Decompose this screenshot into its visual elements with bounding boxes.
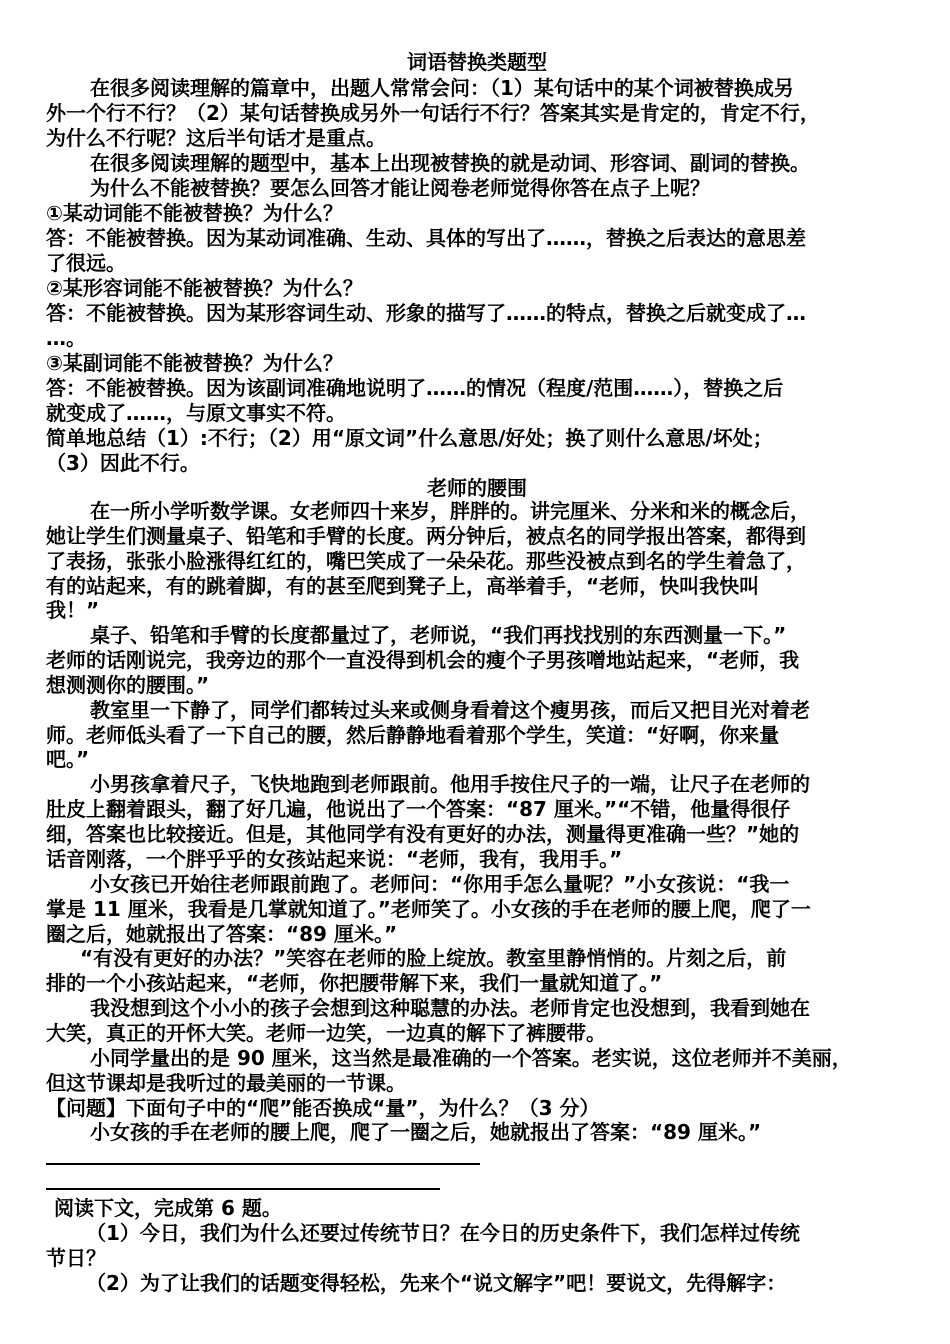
story-line: 她让学生们测量桌子、铅笔和手臂的长度。两分钟后，被点名的同学报出答案，都得到	[46, 524, 806, 548]
adverb-answer: 答：不能被替换。因为该副词准确地说明了……的情况（程度/范围……），替换之后	[46, 376, 784, 400]
passage-line: 节日？	[46, 1246, 106, 1270]
story-title: 老师的腰围	[427, 476, 527, 500]
adverb-answer: 就变成了……，与原文事实不符。	[46, 401, 346, 425]
verb-answer: 了很远。	[46, 251, 126, 275]
paragraph-line: 为什么不行呢？这后半句话才是重点。	[46, 126, 386, 150]
story-line: 肚皮上翻着跟头，翻了好几遍，他说出了一个答案：“87 厘米。”“不错，他量得很仔	[46, 797, 791, 821]
section-title: 词语替换类题型	[407, 50, 547, 74]
story-line: 想测测你的腰围。”	[46, 673, 210, 697]
story-line: 大笑，真正的开怀大笑。老师一边笑，一边真的解下了裤腰带。	[46, 1021, 606, 1045]
adjective-answer: …。	[46, 326, 86, 350]
story-line: 掌是 11 厘米，我看是几掌就知道了。”老师笑了。小女孩的手在老师的腰上爬，爬了一	[46, 897, 811, 921]
story-line: “有没有更好的办法？”笑容在老师的脸上绽放。教室里静悄悄的。片刻之后，前	[80, 946, 787, 970]
summary-line: 简单地总结（1）:不行；（2）用“原文词”什么意思/好处；换了则什么意思/坏处；	[46, 426, 773, 450]
story-line: 小同学量出的是 90 厘米，这当然是最准确的一个答案。老实说，这位老师并不美丽，	[90, 1046, 852, 1070]
story-line: 但这节课却是我听过的最美丽的一节课。	[46, 1071, 406, 1095]
adverb-question: ③某副词能不能被替换？为什么？	[46, 351, 343, 375]
paragraph-line: 在很多阅读理解的题型中，基本上出现被替换的就是动词、形容词、副词的替换。	[90, 151, 810, 175]
paragraph-line: 为什么不能被替换？要怎么回答才能让阅卷老师觉得你答在点子上呢？	[90, 176, 710, 200]
paragraph-line: 在很多阅读理解的篇章中，出题人常常会问：（1）某句话中的某个词被替换成另	[90, 76, 794, 100]
adjective-question: ②某形容词能不能被替换？为什么？	[46, 276, 363, 300]
story-line: 老师的话刚说完，我旁边的那个一直没得到机会的瘦个子男孩噌地站起来，“老师，我	[46, 648, 800, 672]
paragraph-line: 外一个行不行？（2）某句话替换成另外一句话行不行？答案其实是肯定的，肯定不行，	[46, 101, 820, 125]
answer-line[interactable]	[46, 1188, 440, 1190]
story-line: 师。老师低头看了一下自己的腰，然后静静地看着那个学生，笑道：“好啊，你来量	[46, 723, 780, 747]
reading-intro: 阅读下文，完成第 6 题。	[54, 1196, 282, 1220]
verb-question: ①某动词能不能被替换？为什么？	[46, 201, 343, 225]
verb-answer: 答：不能被替换。因为某动词准确、生动、具体的写出了……，替换之后表达的意思差	[46, 226, 806, 250]
story-line: 细，答案也比较接近。但是，其他同学有没有更好的办法，测量得更准确一些？”她的	[46, 822, 800, 846]
story-line: 了表扬，张张小脸涨得红红的，嘴巴笑成了一朵朵花。那些没被点到名的学生着急了，	[46, 549, 806, 573]
story-line: 小女孩已开始往老师跟前跑了。老师问：“你用手怎么量呢？”小女孩说：“我一	[90, 872, 790, 896]
story-line: 桌子、铅笔和手臂的长度都量过了，老师说，“我们再找找别的东西测量一下。”	[90, 623, 787, 647]
story-line: 排的一个小孩站起来，“老师，你把腰带解下来，我们一量就知道了。”	[46, 971, 663, 995]
passage-line: （2）为了让我们的话题变得轻松，先来个“说文解字”吧！要说文，先得解字：	[86, 1271, 787, 1295]
passage-line: （1）今日，我们为什么还要过传统节日？在今日的历史条件下，我们怎样过传统	[86, 1221, 800, 1245]
story-line: 我！”	[46, 598, 100, 622]
question-prompt: 【问题】下面句子中的“爬”能否换成“量”，为什么？（3 分）	[46, 1096, 600, 1120]
story-line: 话音刚落，一个胖乎乎的女孩站起来说：“老师，我有，我用手。”	[46, 847, 623, 871]
story-line: 在一所小学听数学课。女老师四十来岁，胖胖的。讲完厘米、分米和米的概念后，	[90, 499, 810, 523]
story-line: 有的站起来，有的跳着脚，有的甚至爬到凳子上，高举着手，“老师，快叫我快叫	[46, 574, 760, 598]
story-line: 圈之后，她就报出了答案：“89 厘米。”	[46, 922, 398, 946]
story-line: 教室里一下静了，同学们都转过头来或侧身看着这个瘦男孩，而后又把目光对着老	[90, 698, 810, 722]
summary-line: （3）因此不行。	[46, 451, 200, 475]
story-line: 吧。”	[46, 747, 90, 771]
story-line: 小男孩拿着尺子，飞快地跑到老师跟前。他用手按住尺子的一端，让尺子在老师的	[90, 772, 810, 796]
story-line: 我没想到这个小小的孩子会想到这种聪慧的办法。老师肯定也没想到，我看到她在	[90, 996, 810, 1020]
adjective-answer: 答：不能被替换。因为某形容词生动、形象的描写了……的特点，替换之后就变成了…	[46, 301, 806, 325]
answer-line[interactable]	[46, 1163, 480, 1165]
question-sentence: 小女孩的手在老师的腰上爬，爬了一圈之后，她就报出了答案：“89 厘米。”	[90, 1120, 762, 1144]
